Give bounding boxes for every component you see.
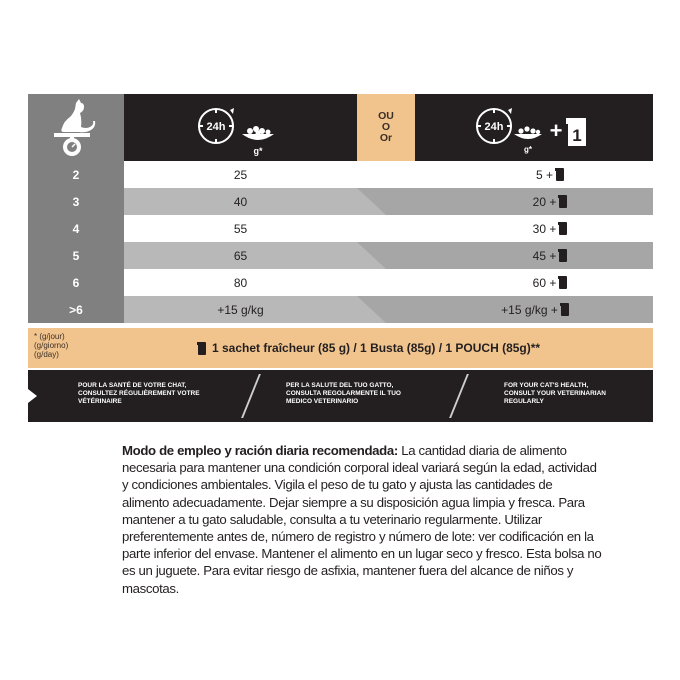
dry-unit-label: g* xyxy=(253,145,262,156)
mixed-unit-label: g* xyxy=(524,144,532,154)
usage-instructions-lead: Modo de empleo y ración diaria recomendada: xyxy=(122,443,398,458)
weight-cell: 4 xyxy=(28,215,124,242)
pouch-icon xyxy=(559,276,567,289)
table-row xyxy=(28,242,653,269)
pouch-icon xyxy=(561,303,569,316)
weight-cell: 3 xyxy=(28,188,124,215)
unit-en: (g/day) xyxy=(34,350,59,359)
mixed-plus-sign: + xyxy=(549,117,563,143)
weight-cell: >6 xyxy=(28,296,124,323)
unit-fr: * (g/jour) xyxy=(34,332,65,341)
vet-advice-en-line: FOR YOUR CAT'S HEALTH, xyxy=(504,382,589,389)
pouch-icon xyxy=(556,168,564,181)
dry-amount-cell: 55 xyxy=(124,215,357,242)
mixed-amount-cell xyxy=(357,242,653,269)
vet-advice-band xyxy=(28,370,653,422)
vet-advice-it-line: MEDICO VETERINARIO xyxy=(286,398,359,405)
units-legend xyxy=(34,332,68,359)
pouch-icon xyxy=(559,249,567,262)
mixed-amount-cell xyxy=(357,161,653,188)
or-fr: OU xyxy=(378,110,394,122)
or-separator xyxy=(357,94,415,161)
mixed-amount-cell xyxy=(357,296,653,323)
vet-advice-en xyxy=(504,382,606,406)
table-row xyxy=(28,188,653,215)
mixed-amount-value: 45 + xyxy=(532,248,557,263)
dry-24h-label: 24h xyxy=(206,120,225,133)
vet-advice-en-line: CONSULT YOUR VETERINARIAN xyxy=(504,390,606,397)
pouch-icon xyxy=(198,342,206,355)
unit-it: (g/giorno) xyxy=(34,341,69,350)
divider-slash xyxy=(241,374,261,418)
mixed-amount-value: 20 + xyxy=(532,194,557,209)
table-row xyxy=(28,161,653,188)
mixed-amount-value: 30 + xyxy=(532,221,557,236)
mixed-amount-cell xyxy=(357,188,653,215)
weight-cell: 2 xyxy=(28,161,124,188)
dry-food-header xyxy=(124,94,357,161)
weight-cell: 5 xyxy=(28,242,124,269)
pouch-icon xyxy=(559,222,567,235)
mixed-feeding-header xyxy=(415,94,653,161)
vet-advice-fr xyxy=(78,382,200,406)
dry-amount-cell: 25 xyxy=(124,161,357,188)
mixed-24h-label: 24h xyxy=(484,120,504,133)
vet-advice-it xyxy=(286,382,401,406)
vet-advice-fr-line: POUR LA SANTÉ DE VOTRE CHAT, xyxy=(78,382,187,389)
sachet-text: 1 sachet fraîcheur (85 g) / 1 Busta (85g) / 1 POUCH (85g)** xyxy=(212,341,541,355)
pouch-icon xyxy=(559,195,567,208)
vet-advice-fr-line: CONSULTEZ RÉGULIÈREMENT VOTRE xyxy=(78,390,200,397)
vet-advice-en-line: REGULARLY xyxy=(504,398,544,405)
usage-instructions-body: La cantidad diaria de alimento necesaria para mantener una condición corporal ideal variará según la edad, actividad y condiciones ambientales. Vigila el peso de tu gato y ajusta las cantidades de alimento adecuadamente. Dejar siempre a su disposición agua limpia y fresca. Para mantener a tu gato saludable, consulta a tu veterinario regularmente. Utilizar preferentemente antes de, número de registro y número de lote: ver codificación en la parte inferior del envase. Mantener el alimento en un lugar seco y fresco. Esta bolsa no es un juguete. Para evitar riesgo de asfixia, mantener fuera del alcance de niños y mascotas. xyxy=(122,443,602,596)
dry-amount-cell: 65 xyxy=(124,242,357,269)
feeding-table-header xyxy=(28,94,653,161)
dry-amount-cell: +15 g/kg xyxy=(124,296,357,323)
mixed-amount-value: 60 + xyxy=(532,275,557,290)
or-it: O xyxy=(381,121,391,133)
dry-amount-cell: 40 xyxy=(124,188,357,215)
vet-advice-fr-line: VÉTÉRINAIRE xyxy=(78,398,122,405)
mixed-amount-cell xyxy=(357,215,653,242)
table-row xyxy=(28,296,653,323)
usage-instructions xyxy=(122,442,602,597)
vet-advice-it-line: PER LA SALUTE DEL TUO GATTO, xyxy=(286,382,394,389)
arrow-right-icon xyxy=(28,389,37,403)
mixed-amount-value: +15 g/kg + xyxy=(501,302,558,317)
weight-cell: 6 xyxy=(28,269,124,296)
mixed-amount-cell xyxy=(357,269,653,296)
table-row xyxy=(28,269,653,296)
mixed-amount-value: 5 + xyxy=(535,167,553,182)
sachet-row xyxy=(28,328,653,368)
or-en: Or xyxy=(379,132,393,144)
divider-slash xyxy=(449,374,469,418)
vet-advice-it-line: CONSULTA REGOLARMENTE IL TUO xyxy=(286,390,401,397)
table-row xyxy=(28,215,653,242)
cat-on-scale-icon xyxy=(28,94,124,161)
mixed-pouch-count: 1 xyxy=(572,125,582,145)
dry-amount-cell: 80 xyxy=(124,269,357,296)
